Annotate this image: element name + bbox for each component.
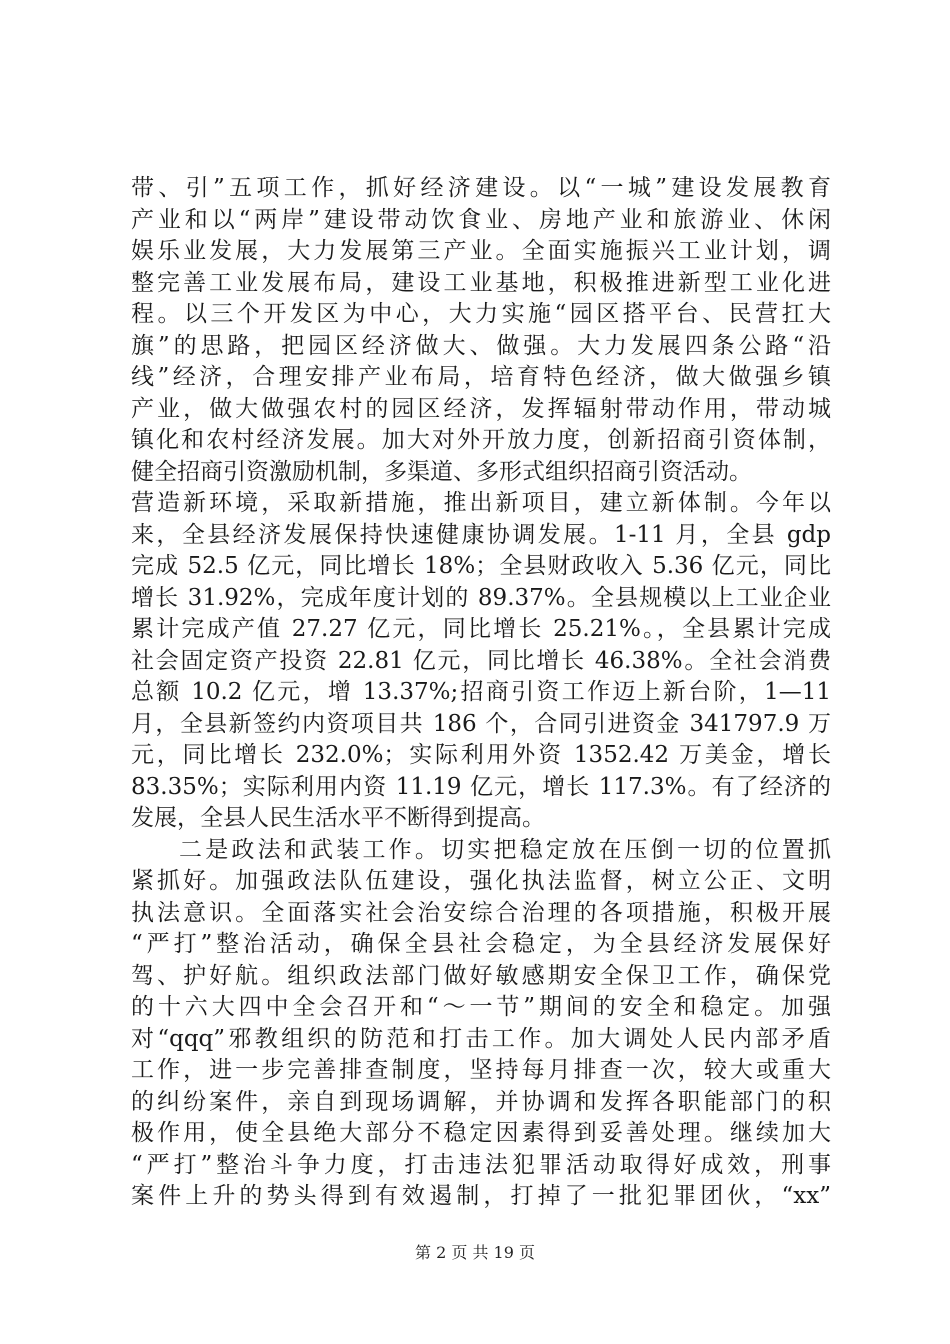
page-number-footer: 第 2 页 共 19 页: [415, 1243, 535, 1262]
text-line: 案件上升的势头得到有效遏制，打掉了一批犯罪团伙，“xx”: [131, 1183, 831, 1209]
text-line: 整完善工业发展布局，建设工业基地，积极推进新型工业化进: [131, 269, 831, 296]
text-line: 的纠纷案件，亲自到现场调解，并协调和发挥各职能部门的积: [131, 1088, 831, 1115]
text-line: 总额 10.2 亿元，增 13.37%;招商引资工作迈上新台阶，1—11: [131, 679, 831, 705]
text-line: 旗”的思路，把园区经济做大、做强。大力发展四条公路“沿: [131, 332, 831, 359]
text-line: 对“qqq”邪教组织的防范和打击工作。加大调处人民内部矛盾: [131, 1025, 831, 1052]
text-line: 来，全县经济发展保持快速健康协调发展。1-11 月，全县 gdp: [131, 521, 831, 548]
text-line: 产业和以“两岸”建设带动饮食业、房地产业和旅游业、休闲: [131, 206, 831, 233]
text-line: “严打”整治活动，确保全县社会稳定，为全县经济发展保好: [131, 931, 831, 957]
text-line: 83.35%；实际利用内资 11.19 亿元，增长 117.3%。有了经济的: [131, 773, 831, 800]
text-line: 镇化和农村经济发展。加大对外开放力度，创新招商引资体制，: [131, 427, 831, 453]
text-line: 娱乐业发展，大力发展第三产业。全面实施振兴工业计划，调: [131, 238, 831, 264]
text-line: 线”经济，合理安排产业布局，培育特色经济，做大做强乡镇: [131, 364, 831, 390]
text-line: 累计完成产值 27.27 亿元，同比增长 25.21%。，全县累计完成: [131, 616, 831, 642]
text-line: 完成 52.5 亿元，同比增长 18%；全县财政收入 5.36 亿元，同比: [131, 553, 831, 579]
text-line: 营造新环境，采取新措施，推出新项目，建立新体制。今年以: [131, 490, 831, 516]
text-line: 带、引”五项工作，抓好经济建设。以“一城”建设发展教育: [131, 175, 831, 201]
text-line: 发展，全县人民生活水平不断得到提高。: [131, 805, 545, 831]
text-line: 社会固定资产投资 22.81 亿元，同比增长 46.38%。全社会消费: [131, 647, 831, 674]
text-line: 月，全县新签约内资项目共 186 个，合同引进资金 341797.9 万: [131, 710, 831, 737]
text-line: 的十六大四中全会召开和“～一节”期间的安全和稳定。加强: [131, 994, 831, 1020]
text-line: 紧抓好。加强政法队伍建设，强化执法监督，树立公正、文明: [131, 868, 831, 894]
text-line: 程。以三个开发区为中心，大力实施“园区搭平台、民营扛大: [131, 301, 831, 327]
text-line: 元，同比增长 232.0%；实际利用外资 1352.42 万美金，增长: [131, 742, 831, 768]
text-line: 工作，进一步完善排查制度，坚持每月排查一次，较大或重大: [131, 1057, 831, 1083]
text-line: 执法意识。全面落实社会治安综合治理的各项措施，积极开展: [131, 899, 831, 926]
text-line: 产业，做大做强农村的园区经济，发挥辐射带动作用，带动城: [131, 395, 831, 422]
text-line: 健全招商引资激励机制，多渠道、多形式组织招商引资活动。: [131, 458, 752, 485]
text-line: 驾、护好航。组织政法部门做好敏感期安全保卫工作，确保党: [131, 962, 831, 989]
text-line: 增长 31.92%，完成年度计划的 89.37%。全县规模以上工业企业: [131, 584, 831, 611]
text-line: 极作用，使全县绝大部分不稳定因素得到妥善处理。继续加大: [131, 1120, 831, 1146]
paragraph-first-line: 二是政法和武装工作。切实把稳定放在压倒一切的位置抓: [179, 836, 831, 863]
body-text: [131, 173, 831, 1213]
text-line: “严打”整治斗争力度，打击违法犯罪活动取得好成效，刑事: [131, 1151, 831, 1178]
